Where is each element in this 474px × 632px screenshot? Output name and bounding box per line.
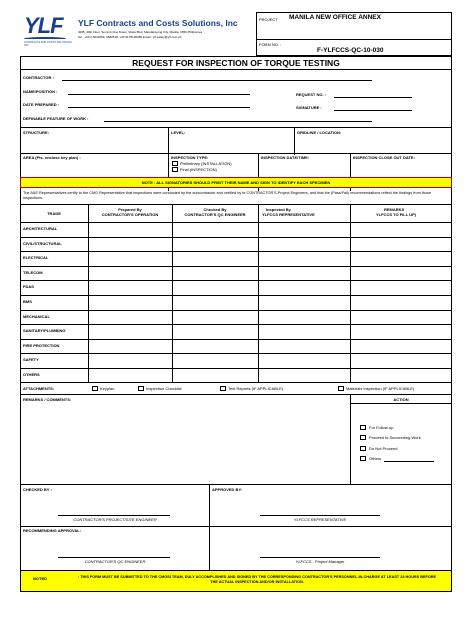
inspection-close-label: INSPECTION CLOSE OUT DATE:: [353, 155, 415, 160]
date-prepared-label: DATE PREPARED :: [23, 102, 60, 107]
trade-row-label: ELECTRICAL: [23, 255, 49, 261]
final-checkbox[interactable]: [172, 167, 178, 172]
action-others-field[interactable]: [384, 461, 434, 462]
form-no-label: FORM NO. :: [259, 42, 282, 47]
definable-feature-label: DEFINABLE FEATURE OF WORK :: [23, 116, 89, 121]
table-row-divider: [20, 251, 452, 252]
company-logo: [24, 14, 70, 50]
date-prepared-field[interactable]: [68, 107, 250, 108]
col-checked-by-sub: CONTRACTOR'S QC ENGINEER: [184, 212, 246, 217]
remarks-comments-label: REMARKS / COMMENTS:: [23, 397, 72, 402]
col-checked-by: Checked By: [203, 207, 227, 212]
contractor-label: CONTRACTOR :: [23, 75, 54, 80]
table-row-divider: [20, 295, 452, 296]
attachment-checklist-label: Inspection Checklist: [146, 386, 182, 391]
recommending-label: RECOMMENDING APPROVAL:: [23, 528, 81, 533]
trade-row-label: SAFETY: [23, 357, 39, 363]
trade-row-label: OTHERS: [23, 372, 40, 377]
col-inspected-by-sub: YLFCCS REPRESENTATIVE: [262, 212, 315, 217]
contractor-pe-caption: CONTRACTOR'S PROJECT/SITE ENGINEER: [73, 517, 157, 522]
trade-row-label: FIRE PROTECTION: [23, 342, 60, 348]
structure-label: STRUCTURE:: [23, 130, 49, 135]
request-no-field[interactable]: [334, 97, 412, 98]
table-row-divider: [20, 280, 452, 281]
trade-row-label: CIVIL/STRUCTURAL: [23, 240, 62, 246]
attachment-checklist-checkbox[interactable]: [138, 386, 144, 391]
action-follow-up-checkbox[interactable]: [360, 425, 366, 430]
trade-row-label: SANITARY/PLUMBING: [23, 328, 66, 334]
attachment-test-reports-checkbox[interactable]: [220, 386, 226, 391]
footer-note: [20, 570, 452, 592]
table-row-divider: [20, 237, 452, 238]
noted-label: NOTED: [33, 576, 47, 581]
action-label: ACTION: [393, 397, 409, 402]
action-others-label: Others: [369, 456, 382, 461]
approved-by-label: APPROVED BY:: [212, 487, 243, 492]
action-proceed-label: Proceed to Succeeding Work: [369, 435, 421, 440]
table-row-divider: [20, 222, 452, 223]
certify-text: The A&E Representatives certify to the CMG Representative that inspections were conducted by the subcontractor and verified by te CONTRACTOR'S-Project Engineers, and that the (Pass/Fail) recommendations reflect the findings from those inspections.: [23, 191, 432, 200]
trade-row-label: BMS: [23, 299, 32, 304]
area-label: AREA (Pls. enclose key plan) :: [23, 155, 81, 160]
table-row-divider: [20, 368, 452, 369]
company-address: 4005, 40th Floor, Summit One Tower, Shaw Blvd, Mandaluyong City, Manila, 1550 Philippines: [78, 30, 203, 34]
gridline-label: GRIDLINE / LOCATION:: [297, 130, 342, 135]
logo-subtext: CONTRACTS AND COSTS SOLUTIONS INC: [24, 41, 72, 47]
ylfccs-pm-caption: YLFCCS - Project Manager: [295, 559, 345, 564]
ylfccs-rep-caption: YLFCCS REPRESENTATIVE: [293, 517, 347, 522]
contractor-pe-sign-line[interactable]: [58, 515, 170, 516]
attachment-materials-checkbox[interactable]: [338, 386, 344, 391]
col-trade: TRADE: [47, 211, 61, 216]
table-row-divider: [20, 339, 452, 340]
contractor-field[interactable]: [62, 80, 372, 81]
ylfccs-pm-sign-line[interactable]: [260, 557, 380, 558]
attachment-test-reports-label: Test Reports (IF APPLICABLE): [228, 386, 284, 391]
col-remarks: REMARKS: [384, 207, 405, 212]
form-no-value: F-YLFCCS-QC-10-030: [317, 47, 384, 54]
name-position-label: NAME/POSITION :: [23, 89, 58, 94]
attachments-label: ATTACHMENTS:: [23, 386, 55, 391]
project-label: PROJECT: [259, 17, 278, 22]
form-title: REQUEST FOR INSPECTION OF TORQUE TESTING: [20, 56, 452, 70]
table-row-divider: [20, 310, 452, 311]
trade-row-label: TELECOM: [23, 269, 43, 275]
inspection-datetime-label: INSPECTION DATE/TIME:: [261, 155, 310, 160]
logo-swoosh: [24, 37, 66, 40]
project-box: [256, 12, 452, 56]
final-label: Final (INSPECTION): [180, 167, 217, 172]
level-label: LEVEL:: [171, 130, 186, 135]
trade-row-label: FDAS: [23, 284, 34, 290]
noted-text: : THIS FORM MUST BE SUBMITTED TO THE CMGSI TEAM, DULY ACCOMPLISHED AND SIGNED BY THE CORRESPONDING CONTRACTOR'S PERSONNEL-IN-CHARGE AT LEAST 24 HOURS BEFORE THE ACTUAL INSPECTION AND/OR INSTALLATION.: [77, 575, 437, 584]
preliminary-label: Preliminary (INSTALLATION): [180, 161, 232, 166]
trade-row-label: ARCHITECTURAL: [23, 226, 58, 231]
col-prepared-by: Prepared By: [118, 207, 142, 212]
col-prepared-by-sub: CONTRACTOR'S OPERATION: [101, 212, 159, 217]
company-name: YLF Contracts and Costs Solutions, Inc: [78, 18, 238, 28]
action-do-not-proceed-checkbox[interactable]: [360, 446, 366, 451]
action-follow-up-label: For Follow-up: [369, 425, 394, 430]
ylfccs-rep-sign-line[interactable]: [260, 515, 380, 516]
note-bar: NOTE : ALL SIGNATORIES SHOULD PRINT THEIR NAME AND SIGN TO IDENTIFY EACH SPECIMEN: [20, 177, 452, 188]
signature-label: SIGNATURE :: [296, 105, 322, 110]
project-value: MANILA NEW OFFICE ANNEX: [289, 14, 381, 21]
inspection-type-label: INSPECTION TYPE:: [171, 155, 209, 160]
logo-text: YLF: [24, 13, 63, 38]
trade-row-label: MECHANICAL: [23, 313, 50, 319]
signature-field[interactable]: [334, 110, 412, 111]
name-position-field[interactable]: [68, 94, 250, 95]
attachment-keyplan-checkbox[interactable]: [92, 386, 98, 391]
request-no-label: REQUEST NO. :: [296, 92, 327, 97]
company-contact: Tel : +63 2 5014059, 9582518, +63 9178138480 Email : ylf.safety@ylf.com.ph: [78, 35, 182, 39]
action-proceed-checkbox[interactable]: [360, 435, 366, 440]
attachment-keyplan-label: Keyplan: [100, 386, 115, 391]
table-row-divider: [20, 353, 452, 354]
checked-by-label: CHECKED BY :: [23, 487, 52, 492]
col-remarks-sub: YLFCCS TO FILL UP): [376, 212, 417, 217]
contractor-qc-caption: CONTRACTOR'S QC ENGINEER: [84, 559, 146, 564]
header: [20, 12, 452, 56]
action-do-not-proceed-label: Do Not Proceed: [369, 446, 398, 451]
action-others-checkbox[interactable]: [360, 456, 366, 461]
attachment-materials-label: Materials Inspection (IF APPLICABLE): [346, 386, 415, 391]
contractor-qc-sign-line[interactable]: [58, 557, 170, 558]
definable-feature-field[interactable]: [104, 121, 372, 122]
preliminary-checkbox[interactable]: [172, 161, 178, 166]
col-inspected-by: Inspected By: [266, 207, 291, 212]
table-row-divider: [20, 266, 452, 267]
table-row-divider: [20, 324, 452, 325]
